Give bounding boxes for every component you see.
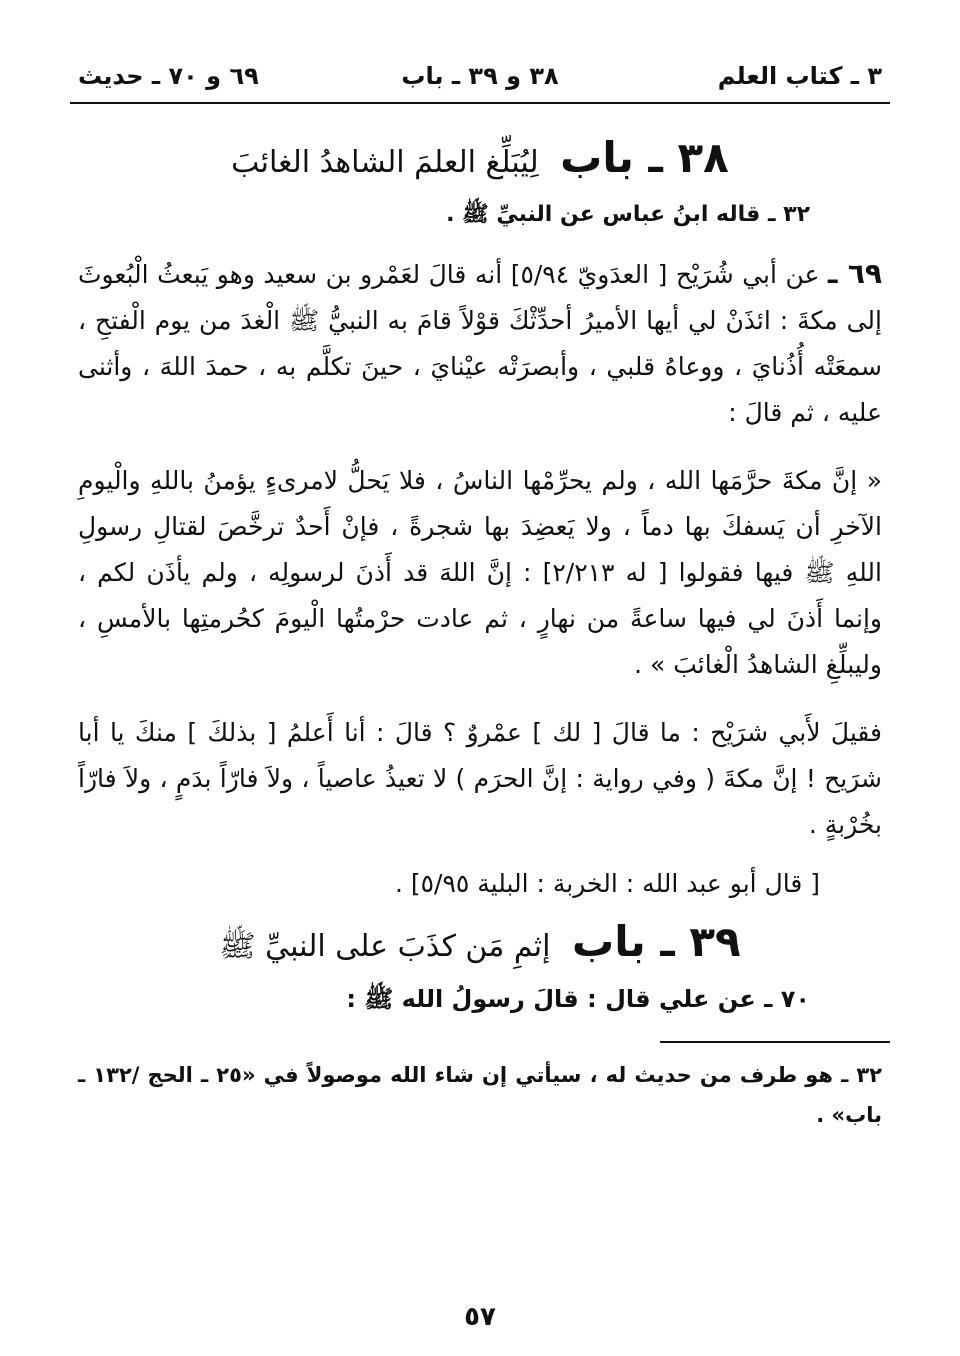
running-header: [70, 52, 890, 104]
chapter-39-heading: [70, 916, 890, 973]
page-number: ٥٧: [464, 1302, 496, 1332]
hadith-69-speech: « إنَّ مكةَ حرَّمَها الله ، ولم يحرِّمْها الناسُ ، فلا يَحلُّ لامرىءٍ يؤمنُ باللهِ والْيومِ الآخرِ أن يَسفكَ بها دماً ، ولا يَعضِدَ بها شجرةً ، فإنْ أَحدٌ ترخَّصَ لقتالِ رسولِ اللهِ ﷺ فيها فقولوا [ له ٢/٢١٣] : إنَّ اللهَ قد أَذنَ لرسولِه ، ولم يأذَن لكم ، وإنما أَذنَ لي فيها ساعةً من نهارٍ ، ثم عادت حرْمتُها الْيومَ كحُرمتِها بالأمسِ ، وليبلِّغِ الشاهدُ الْغائبَ » .: [78, 466, 882, 679]
hadith-69-number: ٦٩ ـ: [827, 257, 882, 290]
hadith-69-response: فقيلَ لأَبي شرَيْح : ما قالَ [ لك ] عمْروٌ ؟ قالَ : أنا أَعلمُ [ بذلكَ ] منكَ يا أبا شرَيح ! إنَّ مكةَ ( وفي رواية : إنَّ الحرَم ) لا تعيذُ عاصياً ، ولاَ فارّاً بدَمٍ ، ولاَ فارّاً بخُرْبةٍ .: [78, 718, 882, 839]
header-book-title: ٣ ـ كتاب العلم: [717, 62, 882, 90]
hadith-70-line: ٧٠ ـ عن علي قال : قالَ رسولُ الله ﷺ :: [346, 985, 810, 1013]
chapter-39-title: إثمِ مَن كذَبَ على النبيِّ ﷺ: [219, 929, 551, 964]
header-chapter-range: ٣٨ و ٣٩ ـ باب: [401, 62, 559, 90]
chapter-38-heading: [70, 132, 890, 189]
cross-reference-32: ٣٢ ـ قاله ابنُ عباس عن النبيِّ ﷺ .: [446, 202, 810, 227]
hadith-69-intro: [70, 251, 890, 436]
chapter-39-label: ٣٩ ـ باب: [572, 917, 741, 966]
chapter-38-title: لِيُبَلِّغ العلمَ الشاهدُ الغائبَ: [231, 145, 539, 180]
header-hadith-range: ٦٩ و ٧٠ ـ حديث: [78, 62, 259, 90]
hadith-69-note: [ قال أبو عبد الله : الخربة : البلية ٥/٩٥] .: [394, 869, 820, 898]
hadith-69-intro-text: عن أبي شُرَيْح [ العدَويّ ٥/٩٤] أنه قالَ لعَمْرو بن سعيد وهو يَبعثُ الْبُعوثَ إلى مكةَ : ائذَنْ لي أيها الأميرُ أحدِّثْكَ قوْلاً قامَ به النبيُّ ﷺ الْغدَ من يوم الْفتحِ ، سمعَتْه أُذُنايَ ، ووعاهُ قلبي ، وأبصرَتْه عيْنايَ ، حينَ تكلَّم به ، حمدَ اللهَ ، وأثنى عليه ، ثم قالَ :: [78, 260, 882, 427]
footnote-divider: [660, 1041, 890, 1043]
document-page: [70, 52, 890, 1332]
footnote-32: ٣٢ ـ هو طرف من حديث له ، سيأتي إن شاء الله موصولاً في «٢٥ ـ الحج /١٣٢ ـ باب» .: [78, 1063, 882, 1127]
chapter-38-label: ٣٨ ـ باب: [560, 133, 729, 182]
